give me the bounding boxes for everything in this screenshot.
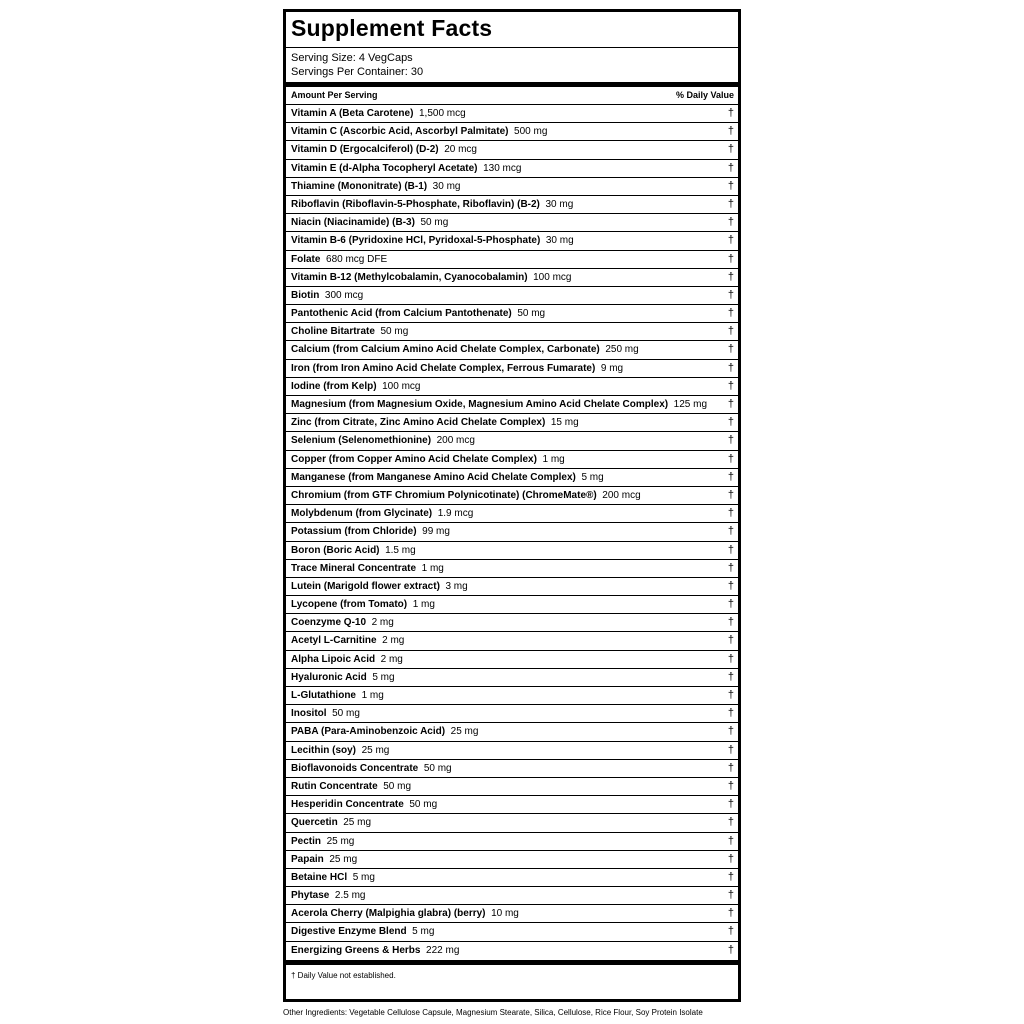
nutrient-row (286, 322, 738, 340)
daily-value-dagger: † (727, 798, 734, 811)
nutrient-label: Lycopene (from Tomato) (291, 599, 408, 611)
daily-value-dagger: † (727, 579, 734, 592)
daily-value-dagger: † (727, 343, 734, 356)
nutrient-label: Niacin (Niacinamide) (B-3) (291, 217, 415, 229)
nutrient-row (286, 195, 738, 213)
nutrient-row (286, 504, 738, 522)
daily-value-dagger: † (727, 361, 734, 374)
daily-value-header: % Daily Value (675, 90, 734, 100)
nutrient-name (291, 778, 411, 795)
nutrient-row (286, 631, 738, 649)
nutrient-amount: 250 mg (605, 344, 639, 356)
nutrient-label: Vitamin B-12 (Methylcobalamin, Cyanocobalamin) (291, 271, 528, 283)
nutrient-name (291, 123, 547, 140)
nutrient-label: Zinc (from Citrate, Zinc Amino Acid Chelate Complex) (291, 417, 546, 429)
nutrient-label: Papain (291, 853, 324, 865)
daily-value-dagger: † (727, 725, 734, 738)
nutrient-label: Acetyl L-Carnitine (291, 635, 377, 647)
nutrient-label: L-Glutathione (291, 690, 356, 701)
daily-value-dagger: † (727, 288, 734, 301)
daily-value-dagger: † (727, 197, 734, 210)
daily-value-dagger: † (727, 252, 734, 265)
nutrient-label: Vitamin C (Ascorbic Acid, Ascorbyl Palmitate) (291, 126, 509, 138)
nutrient-row (286, 686, 738, 704)
nutrient-row (286, 104, 738, 122)
nutrient-row (286, 431, 738, 449)
nutrient-amount: 300 mcg (324, 289, 364, 301)
nutrient-amount: 222 mg (426, 944, 460, 956)
nutrient-amount: 1 mg (421, 562, 444, 574)
nutrient-name (291, 578, 468, 595)
nutrient-amount: 1.5 mg (385, 544, 416, 556)
nutrient-row (286, 268, 738, 286)
daily-value-dagger: † (727, 670, 734, 683)
column-header (286, 87, 738, 104)
nutrient-row (286, 159, 738, 177)
daily-value-dagger: † (727, 743, 734, 756)
nutrient-row (286, 541, 738, 559)
nutrient-name (291, 451, 565, 468)
nutrient-amount: 5 mg (372, 671, 395, 683)
nutrient-label: Folate (291, 253, 321, 265)
servings-per-container: Servings Per Container: 30 (291, 66, 424, 78)
daily-value-dagger: † (727, 507, 734, 520)
daily-value-dagger: † (727, 689, 734, 701)
nutrient-row (286, 559, 738, 577)
nutrient-amount: 50 mg (383, 780, 412, 792)
daily-value-dagger: † (727, 543, 734, 556)
other-ingredients: Other Ingredients: Vegetable Cellulose Capsule, Magnesium Stearate, Silica, Cellulose, Rice Flour, Soy Protein Isolate (283, 1008, 703, 1017)
nutrient-label: Energizing Greens & Herbs (291, 944, 421, 956)
daily-value-dagger: † (727, 270, 734, 283)
nutrient-label: Vitamin E (d-Alpha Tocopheryl Acetate) (291, 162, 478, 174)
nutrient-name (291, 923, 434, 940)
nutrient-amount: 30 mg (545, 235, 574, 247)
nutrient-row (286, 722, 738, 740)
nutrient-amount: 2 mg (382, 635, 405, 647)
nutrient-label: Biotin (291, 289, 320, 301)
daily-value-dagger: † (727, 416, 734, 429)
nutrient-name (291, 269, 571, 286)
nutrient-name (291, 814, 371, 831)
nutrient-name (291, 760, 452, 777)
nutrient-label: Vitamin A (Beta Carotene) (291, 108, 414, 119)
nutrient-name (291, 360, 623, 377)
nutrient-amount: 25 mg (361, 744, 390, 756)
title-divider (286, 47, 738, 48)
nutrient-row (286, 177, 738, 195)
nutrient-label: Quercetin (291, 817, 338, 829)
nutrient-row (286, 595, 738, 613)
nutrient-label: Thiamine (Mononitrate) (B-1) (291, 180, 428, 192)
daily-value-dagger: † (727, 779, 734, 792)
nutrient-name (291, 742, 389, 759)
nutrient-amount: 5 mg (412, 926, 435, 938)
nutrient-label: Inositol (291, 708, 327, 720)
nutrient-amount: 1,500 mcg (419, 108, 466, 119)
nutrient-row (286, 122, 738, 140)
nutrient-label: Manganese (from Manganese Amino Acid Chelate Complex) (291, 471, 576, 483)
nutrient-name (291, 378, 420, 395)
nutrient-amount: 100 mcg (533, 271, 572, 283)
nutrient-row (286, 668, 738, 686)
nutrient-label: Rutin Concentrate (291, 780, 378, 792)
nutrient-name (291, 432, 475, 449)
nutrient-row (286, 395, 738, 413)
nutrient-row (286, 450, 738, 468)
nutrient-row (286, 941, 738, 959)
nutrient-row (286, 413, 738, 431)
nutrient-row (286, 486, 738, 504)
daily-value-dagger: † (727, 107, 734, 119)
nutrient-label: Hesperidin Concentrate (291, 799, 404, 811)
nutrient-row (286, 777, 738, 795)
nutrient-name (291, 141, 477, 158)
nutrient-label: Coenzyme Q-10 (291, 617, 367, 629)
nutrient-label: Iodine (from Kelp) (291, 380, 377, 392)
daily-value-dagger: † (727, 598, 734, 611)
nutrient-name (291, 560, 444, 577)
nutrient-name (291, 905, 519, 922)
nutrient-label: Vitamin B-6 (Pyridoxine HCl, Pyridoxal-5-Phosphate) (291, 235, 541, 247)
daily-value-dagger: † (727, 470, 734, 483)
nutrient-row (286, 850, 738, 868)
nutrient-label: Copper (from Copper Amino Acid Chelate Complex) (291, 453, 537, 465)
nutrient-amount: 1.9 mcg (437, 508, 474, 520)
nutrient-label: Lutein (Marigold flower extract) (291, 580, 440, 592)
daily-value-dagger: † (727, 379, 734, 392)
nutrient-amount: 3 mg (445, 580, 468, 592)
nutrient-label: Betaine HCl (291, 871, 348, 883)
nutrient-name (291, 523, 450, 540)
nutrient-name (291, 341, 639, 358)
nutrient-amount: 50 mg (517, 308, 546, 320)
nutrient-name (291, 396, 707, 413)
nutrient-name (291, 869, 375, 886)
nutrient-name (291, 942, 459, 959)
serving-size: Serving Size: 4 VegCaps (291, 52, 413, 64)
nutrient-amount: 2 mg (371, 617, 394, 629)
nutrient-name (291, 596, 435, 613)
nutrient-amount: 30 mg (545, 198, 574, 210)
daily-value-dagger: † (727, 816, 734, 829)
nutrient-label: Bioflavonoids Concentrate (291, 762, 419, 774)
nutrient-amount: 1 mg (361, 690, 384, 701)
nutrient-row (286, 741, 738, 759)
daily-value-dagger: † (727, 434, 734, 447)
nutrient-name (291, 614, 394, 631)
nutrient-amount: 30 mg (432, 180, 461, 192)
nutrient-amount: 1 mg (542, 453, 565, 465)
daily-value-dagger: † (727, 452, 734, 465)
nutrient-name (291, 723, 478, 740)
nutrient-amount: 50 mg (332, 708, 360, 720)
nutrient-row (286, 886, 738, 904)
footnote: † Daily Value not established. (291, 971, 396, 980)
nutrient-name (291, 214, 448, 231)
nutrient-label: Magnesium (from Magnesium Oxide, Magnesium Amino Acid Chelate Complex) (291, 399, 669, 410)
daily-value-dagger: † (727, 234, 734, 247)
nutrient-amount: 5 mg (581, 471, 604, 483)
daily-value-dagger: † (727, 761, 734, 774)
nutrient-row (286, 904, 738, 922)
nutrient-name (291, 651, 403, 668)
daily-value-dagger: † (727, 216, 734, 229)
nutrient-row (286, 577, 738, 595)
amount-per-serving-header: Amount Per Serving (291, 90, 378, 100)
nutrient-name (291, 887, 366, 904)
nutrient-label: Boron (Boric Acid) (291, 544, 380, 556)
nutrient-name (291, 105, 466, 122)
nutrient-name (291, 505, 473, 522)
daily-value-dagger: † (727, 834, 734, 847)
nutrient-label: PABA (Para-Aminobenzoic Acid) (291, 726, 446, 738)
daily-value-dagger: † (727, 707, 734, 720)
nutrient-name (291, 178, 460, 195)
nutrient-name (291, 542, 416, 559)
panel-title: Supplement Facts (291, 15, 493, 41)
nutrient-amount: 2.5 mg (334, 890, 366, 902)
nutrient-name (291, 414, 579, 431)
daily-value-dagger: † (727, 652, 734, 665)
nutrient-amount: 680 mcg DFE (326, 253, 388, 265)
nutrient-label: Hyaluronic Acid (291, 671, 367, 683)
nutrient-row (286, 522, 738, 540)
nutrient-amount: 50 mg (409, 799, 438, 811)
daily-value-dagger: † (727, 616, 734, 629)
nutrient-row (286, 359, 738, 377)
nutrient-amount: 1 mg (412, 599, 435, 611)
daily-value-dagger: † (727, 634, 734, 647)
daily-value-dagger: † (727, 325, 734, 338)
nutrient-amount: 5 mg (352, 871, 375, 883)
nutrient-label: Riboflavin (Riboflavin-5-Phosphate, Riboflavin) (B-2) (291, 198, 540, 210)
nutrient-row (286, 140, 738, 158)
nutrient-row (286, 704, 738, 722)
daily-value-dagger: † (727, 488, 734, 501)
nutrient-label: Iron (from Iron Amino Acid Chelate Complex, Ferrous Fumarate) (291, 362, 596, 374)
nutrient-row (286, 868, 738, 886)
nutrient-row (286, 250, 738, 268)
nutrient-label: Selenium (Selenomethionine) (291, 435, 432, 447)
nutrient-row (286, 613, 738, 631)
nutrient-name (291, 160, 521, 177)
nutrient-amount: 130 mcg (483, 162, 522, 174)
daily-value-dagger: † (727, 870, 734, 883)
nutrient-row (286, 922, 738, 940)
nutrient-label: Molybdenum (from Glycinate) (291, 508, 433, 520)
daily-value-dagger: † (727, 161, 734, 174)
nutrient-label: Potassium (from Chloride) (291, 526, 417, 538)
daily-value-dagger: † (727, 179, 734, 192)
nutrient-label: Acerola Cherry (Malpighia glabra) (berry) (291, 908, 486, 920)
nutrient-label: Alpha Lipoic Acid (291, 653, 376, 665)
nutrient-row (286, 759, 738, 777)
nutrient-amount: 200 mcg (602, 489, 641, 501)
daily-value-dagger: † (727, 852, 734, 865)
nutrient-amount: 100 mcg (382, 380, 421, 392)
nutrient-label: Calcium (from Calcium Amino Acid Chelate Complex, Carbonate) (291, 344, 600, 356)
nutrient-amount: 125 mg (673, 399, 708, 410)
nutrient-amount: 9 mg (600, 362, 624, 374)
nutrient-row (286, 377, 738, 395)
nutrient-label: Vitamin D (Ergocalciferol) (D-2) (291, 144, 439, 156)
nutrient-label: Trace Mineral Concentrate (291, 562, 417, 574)
daily-value-dagger: † (727, 925, 734, 938)
nutrient-name (291, 251, 387, 268)
nutrient-name (291, 487, 641, 504)
nutrient-amount: 20 mcg (444, 144, 477, 156)
nutrient-label: Phytase (291, 890, 330, 902)
nutrient-amount: 15 mg (550, 417, 579, 429)
nutrient-row (286, 468, 738, 486)
nutrient-amount: 25 mg (326, 835, 355, 847)
nutrient-amount: 10 mg (491, 908, 519, 920)
nutrient-name (291, 469, 604, 486)
nutrient-label: Choline Bitartrate (291, 326, 375, 338)
nutrient-amount: 50 mg (420, 217, 449, 229)
nutrient-name (291, 232, 574, 249)
daily-value-dagger: † (727, 907, 734, 920)
nutrient-name (291, 196, 573, 213)
nutrient-name (291, 305, 545, 322)
nutrient-name (291, 687, 384, 704)
daily-value-dagger: † (727, 889, 734, 902)
nutrient-row (286, 304, 738, 322)
nutrient-name (291, 669, 395, 686)
nutrient-name (291, 833, 354, 850)
nutrient-row (286, 832, 738, 850)
nutrient-name (291, 632, 404, 649)
nutrient-list (286, 104, 738, 959)
nutrient-amount: 99 mg (422, 526, 450, 538)
nutrient-row (286, 231, 738, 249)
nutrient-amount: 2 mg (380, 653, 403, 665)
daily-value-dagger: † (727, 307, 734, 320)
nutrient-amount: 50 mg (380, 326, 409, 338)
nutrient-label: Digestive Enzyme Blend (291, 926, 407, 938)
nutrient-row (286, 213, 738, 231)
daily-value-dagger: † (727, 143, 734, 156)
nutrient-row (286, 340, 738, 358)
nutrient-label: Lecithin (soy) (291, 744, 357, 756)
nutrient-row (286, 813, 738, 831)
nutrient-name (291, 287, 363, 304)
daily-value-dagger: † (727, 943, 734, 956)
nutrient-amount: 500 mg (514, 126, 548, 138)
nutrient-amount: 50 mg (423, 762, 452, 774)
nutrient-label: Chromium (from GTF Chromium Polynicotinate) (ChromeMate®) (291, 489, 597, 501)
nutrient-amount: 25 mg (450, 726, 479, 738)
daily-value-dagger: † (727, 125, 734, 138)
nutrient-amount: 25 mg (343, 817, 372, 829)
nutrient-label: Pantothenic Acid (from Calcium Pantothenate) (291, 308, 512, 320)
thick-divider-bottom (286, 960, 738, 965)
daily-value-dagger: † (727, 561, 734, 574)
nutrient-amount: 25 mg (329, 853, 358, 865)
nutrient-name (291, 705, 360, 722)
nutrient-amount: 200 mcg (436, 435, 475, 447)
nutrient-row (286, 795, 738, 813)
supplement-facts-panel (283, 9, 741, 1002)
nutrient-row (286, 286, 738, 304)
nutrient-name (291, 851, 357, 868)
nutrient-name (291, 796, 437, 813)
daily-value-dagger: † (727, 398, 734, 410)
nutrient-label: Pectin (291, 835, 322, 847)
nutrient-row (286, 650, 738, 668)
daily-value-dagger: † (727, 525, 734, 538)
nutrient-name (291, 323, 408, 340)
